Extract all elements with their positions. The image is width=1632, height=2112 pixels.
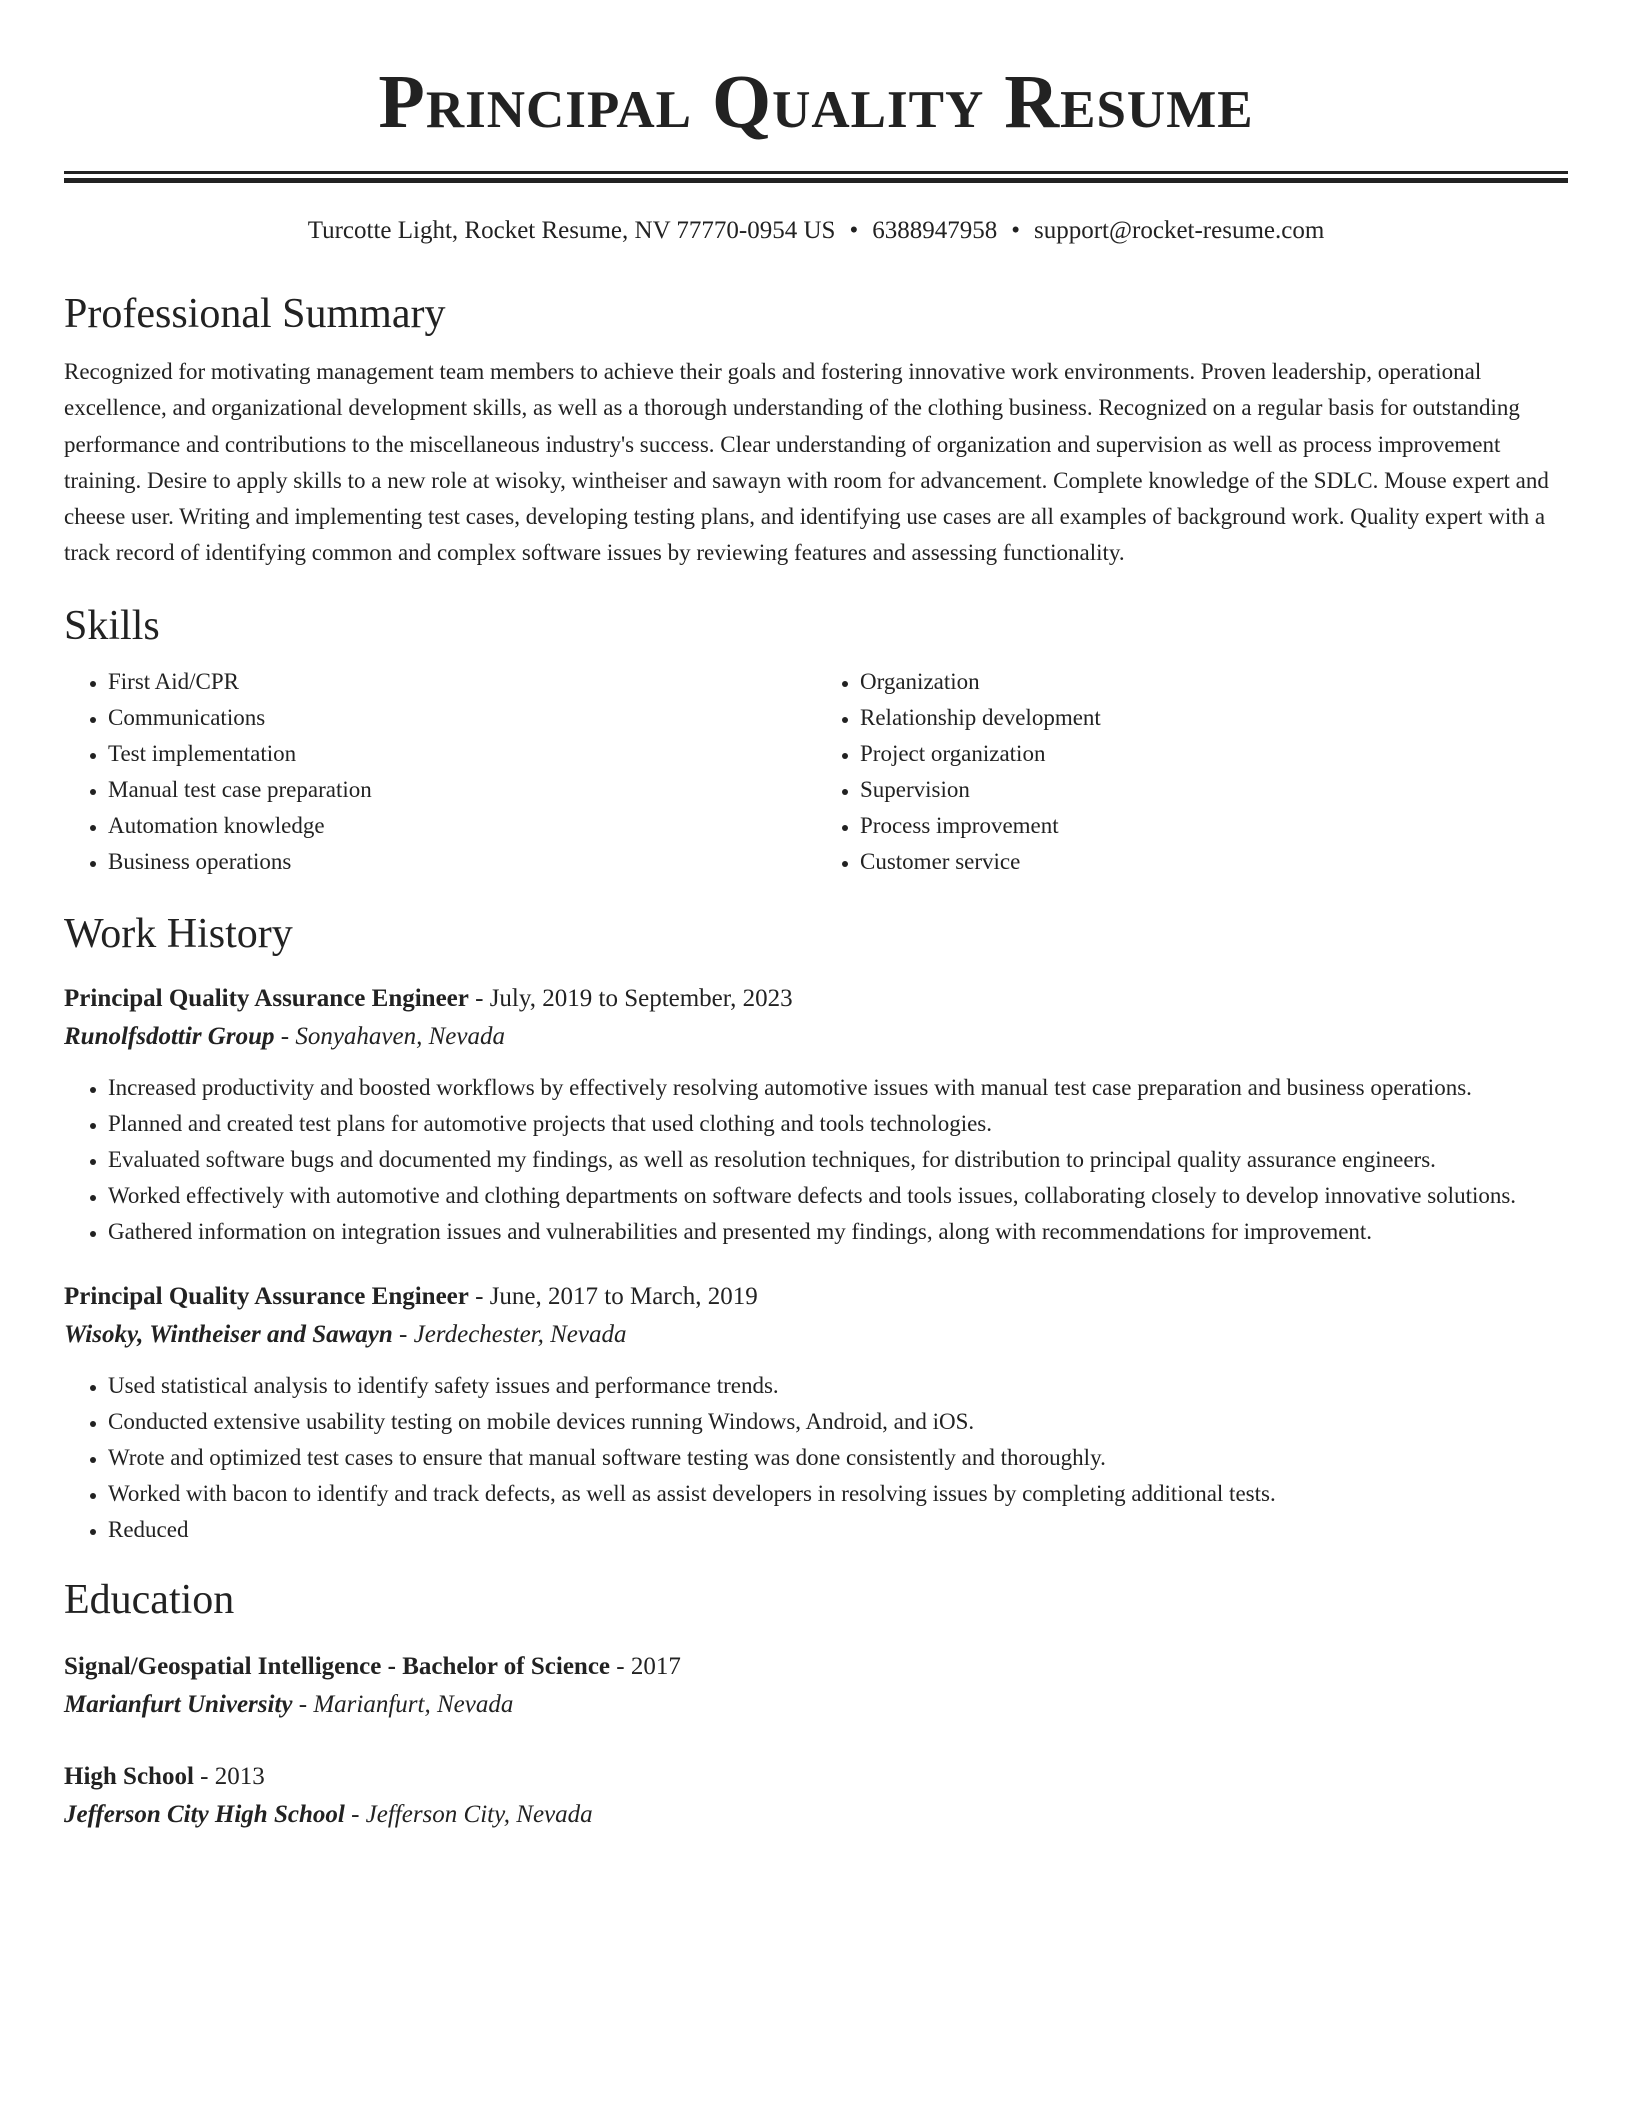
skill-item: • Test implementation	[108, 736, 816, 772]
job-duty: • Gathered information on integration issues and vulnerabilities and presented my findings, along with recommendations for improvement.	[108, 1214, 1568, 1250]
job-duty: • Planned and created test plans for automotive projects that used clothing and tools technologies.	[108, 1106, 1568, 1142]
skills-column-right	[816, 664, 1568, 880]
skills-heading: Skills	[64, 602, 160, 649]
title-divider	[64, 171, 1568, 183]
job-employer	[64, 1018, 1568, 1056]
job-dates: - July, 2019 to September, 2023	[468, 984, 793, 1012]
contact-line	[64, 214, 1568, 248]
job-duty: • Conducted extensive usability testing on mobile devices running Windows, Android, and iOS.	[108, 1404, 1568, 1440]
education-institution	[64, 1686, 1568, 1724]
skill-item: • Communications	[108, 700, 816, 736]
job-dates: - June, 2017 to March, 2019	[468, 1282, 758, 1310]
resume-title: Principal Quality Resume	[378, 60, 1254, 144]
job-entry	[64, 980, 1568, 1250]
education-location: - Jefferson City, Nevada	[344, 1800, 593, 1828]
job-duty: • Used statistical analysis to identify safety issues and performance trends.	[108, 1368, 1568, 1404]
contact-address: Turcotte Light, Rocket Resume, NV 77770-0954 US	[307, 217, 836, 244]
summary-heading: Professional Summary	[64, 291, 446, 337]
job-company: Wisoky, Wintheiser and Sawayn	[64, 1320, 393, 1348]
skill-item: • Supervision	[860, 772, 1568, 808]
job-duty: • Worked effectively with automotive and clothing departments on software defects and tools issues, collaborating closely to develop innovative solutions.	[108, 1178, 1568, 1214]
skill-item: • Organization	[860, 664, 1568, 700]
skill-item: • First Aid/CPR	[108, 664, 816, 700]
job-company: Runolfsdottir Group	[64, 1022, 275, 1050]
job-location: - Sonyahaven, Nevada	[274, 1022, 505, 1050]
skills-column-left	[64, 664, 816, 880]
skill-item: • Project organization	[860, 736, 1568, 772]
education-degree: High School	[64, 1762, 194, 1790]
job-duty: • Wrote and optimized test cases to ensure that manual software testing was done consistently and thoroughly.	[108, 1440, 1568, 1476]
contact-separator: •	[849, 217, 859, 244]
work-history-heading: Work History	[64, 910, 293, 957]
education-year: - 2017	[610, 1652, 681, 1680]
job-header	[64, 980, 1568, 1018]
education-heading: Education	[64, 1576, 235, 1623]
job-title: Principal Quality Assurance Engineer	[64, 984, 469, 1012]
job-employer	[64, 1316, 1568, 1354]
job-entry	[64, 1278, 1568, 1548]
skill-item: • Process improvement	[860, 808, 1568, 844]
job-location: - Jerdechester, Nevada	[392, 1320, 627, 1348]
summary-text: Recognized for motivating management team members to achieve their goals and fostering innovative work environments. Proven leadership, operational excellence, and organizational development skills, as well as a thorough understanding of the clothing business. Recognized on a regular basis for outstanding performance and contributions to the miscellaneous industry's success. Clear understanding of organization and supervision as well as process improvement training. Desire to apply skills to a new role at wisoky, wintheiser and sawayn with room for advancement. Complete knowledge of the SDLC. Mouse expert and cheese user. Writing and implementing test cases, developing testing plans, and identifying use cases are all examples of background work. Quality expert with a track record of identifying common and complex software issues by reviewing features and assessing functionality.	[64, 359, 1549, 566]
skill-item: • Customer service	[860, 844, 1568, 880]
education-year: - 2013	[193, 1762, 265, 1790]
job-duty: • Evaluated software bugs and documented my findings, as well as resolution techniques, for distribution to principal quality assurance engineers.	[108, 1142, 1568, 1178]
contact-email: support@rocket-resume.com	[1034, 217, 1325, 244]
education-entry	[64, 1648, 1568, 1724]
contact-phone: 6388947958	[872, 217, 998, 244]
skills-list	[64, 664, 1568, 880]
skill-item: • Automation knowledge	[108, 808, 816, 844]
education-school: Marianfurt University	[64, 1690, 293, 1718]
education-school: Jefferson City High School	[64, 1800, 345, 1828]
education-entry	[64, 1758, 1568, 1834]
job-duty: • Worked with bacon to identify and track defects, as well as assist developers in resolving issues by completing additional tests.	[108, 1476, 1568, 1512]
job-duty: • Reduced	[108, 1512, 1568, 1548]
skill-item: • Business operations	[108, 844, 816, 880]
job-duties	[64, 1368, 1568, 1548]
job-header	[64, 1278, 1568, 1316]
skill-item: • Manual test case preparation	[108, 772, 816, 808]
job-duty: • Increased productivity and boosted workflows by effectively resolving automotive issues with manual test case preparation and business operations.	[108, 1070, 1568, 1106]
job-duties	[64, 1070, 1568, 1250]
education-institution	[64, 1796, 1568, 1834]
job-title: Principal Quality Assurance Engineer	[64, 1282, 469, 1310]
education-location: - Marianfurt, Nevada	[292, 1690, 514, 1718]
education-header	[64, 1648, 1568, 1686]
skill-item: • Relationship development	[860, 700, 1568, 736]
education-header	[64, 1758, 1568, 1796]
contact-separator: •	[1011, 217, 1020, 244]
education-degree: Signal/Geospatial Intelligence - Bachelor of Science	[64, 1652, 611, 1680]
